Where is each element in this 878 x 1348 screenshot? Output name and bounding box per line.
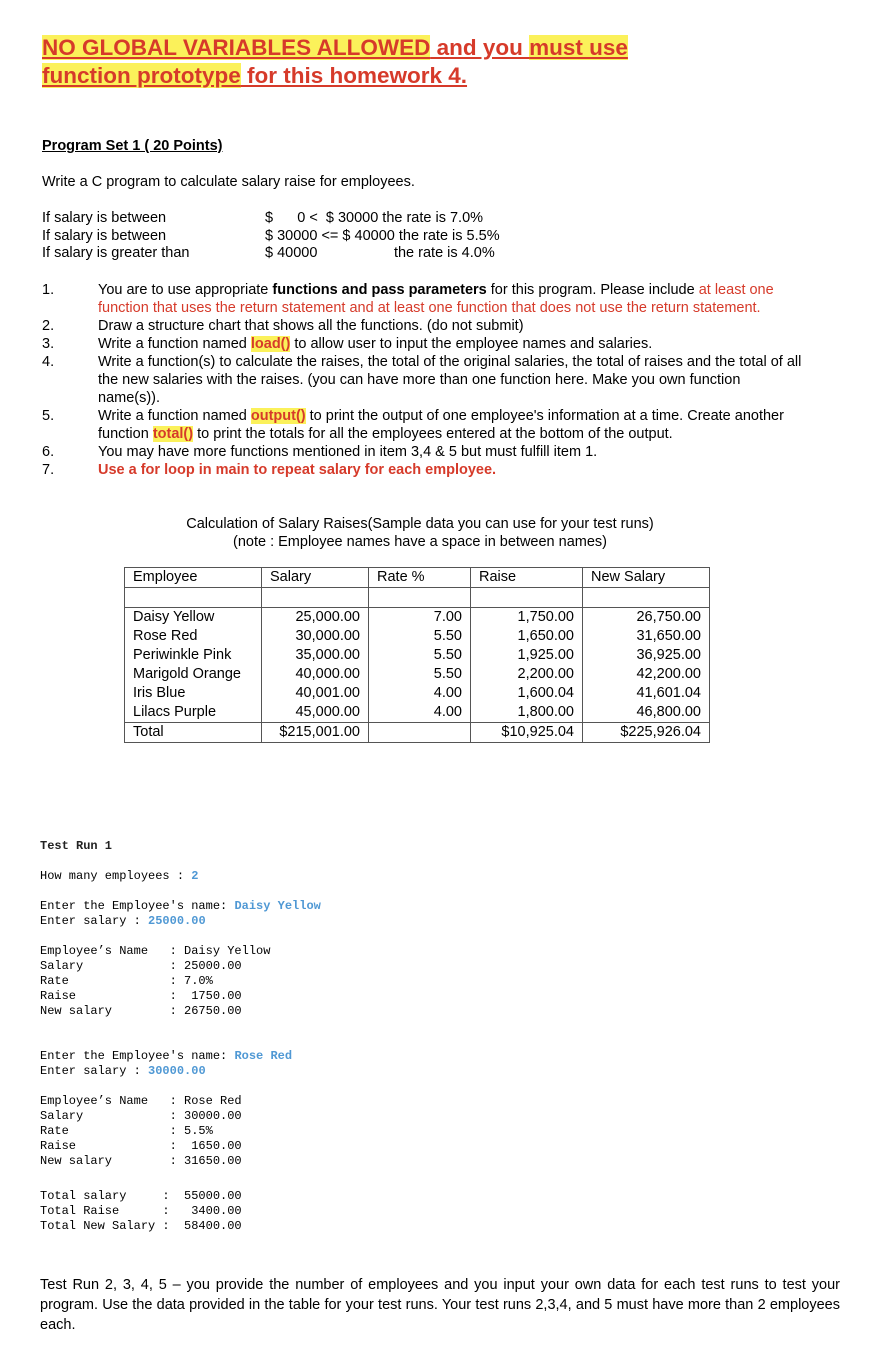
count-input: 2: [191, 869, 199, 883]
salary-line: [40, 914, 321, 929]
homework-title: [42, 34, 628, 90]
salary-prompt: Enter salary :: [40, 1064, 149, 1078]
name-input: Daisy Yellow: [234, 899, 321, 913]
cell-raise: 1,650.00: [471, 627, 583, 646]
title-line-2: [42, 62, 628, 90]
salary-input: 25000.00: [148, 914, 206, 928]
table-row: [125, 665, 710, 684]
list-item: [42, 281, 802, 317]
title-text: and you: [430, 35, 530, 60]
salary-line: [40, 1064, 292, 1079]
item-text: to allow user to input the employee names and salaries.: [290, 336, 653, 352]
header-rate: Rate %: [369, 568, 471, 588]
cell-new-salary: 42,200.00: [583, 665, 710, 684]
title-highlight-must-use: must use: [529, 35, 628, 60]
rate-label: If salary is between: [42, 227, 167, 244]
cell-employee: Iris Blue: [125, 684, 262, 703]
table-row: [125, 627, 710, 646]
table-row: [125, 703, 710, 723]
rate-label: If salary is greater than: [42, 245, 190, 261]
table-spacer-row: [125, 588, 710, 608]
item-number: 3.: [42, 336, 55, 352]
intro-text: Write a C program to calculate salary raise for employees.: [42, 174, 415, 190]
cell-rate: 5.50: [369, 627, 471, 646]
cell-new-salary: 36,925.00: [583, 646, 710, 665]
salary-input: 30000.00: [148, 1064, 206, 1078]
rate-values: [265, 210, 500, 263]
cell-raise: 1,600.04: [471, 684, 583, 703]
employee-2-output: Employee’s Name : Rose Red Salary : 30000.00 Rate : 5.5% Raise : 1650.00 New salary : 31650.00: [40, 1094, 242, 1168]
cell-new-salary: 26,750.00: [583, 608, 710, 628]
cell-salary: 30,000.00: [262, 627, 369, 646]
item-number: 1.: [42, 282, 55, 298]
header-employee: Employee: [125, 568, 262, 588]
load-function-highlight: load(): [250, 336, 291, 352]
cell-employee: Lilacs Purple: [125, 703, 262, 723]
list-item: [42, 443, 802, 461]
table-row: [125, 608, 710, 628]
cell-new-salary: 31,650.00: [583, 627, 710, 646]
cell-raise: 1,750.00: [471, 608, 583, 628]
cell-employee: Daisy Yellow: [125, 608, 262, 628]
cell-salary: 35,000.00: [262, 646, 369, 665]
rate-labels: [42, 210, 190, 263]
title-line-1: [42, 34, 628, 62]
item-bold-text: functions and pass parameters: [272, 282, 487, 298]
item-red-text: at least one function that uses the return statement and at least one function that does not use the return statement.: [98, 282, 774, 316]
name-line: [40, 899, 321, 914]
item-number: 5.: [42, 408, 55, 424]
rate-value: $ 0 < $ 30000 the rate is 7.0%: [265, 210, 484, 226]
cell-employee: Marigold Orange: [125, 665, 262, 684]
cell-salary: 40,000.00: [262, 665, 369, 684]
cell-new-salary: 41,601.04: [583, 684, 710, 703]
header-salary: Salary: [262, 568, 369, 588]
cell-salary: 40,001.00: [262, 684, 369, 703]
count-prompt: How many employees :: [40, 869, 192, 883]
salary-table: [124, 567, 710, 743]
caption-line-1: Calculation of Salary Raises(Sample data you can use for your test runs): [186, 516, 654, 532]
header-raise: Raise: [471, 568, 583, 588]
count-line: [40, 869, 198, 884]
employee-1-input: [40, 899, 321, 929]
caption-line-2: (note : Employee names have a space in between names): [233, 534, 607, 550]
rate-label: If salary is between: [42, 210, 167, 226]
cell-total-salary: $215,001.00: [262, 723, 369, 743]
table-caption: [0, 515, 840, 551]
header-new-salary: New Salary: [583, 568, 710, 588]
cell-rate: 5.50: [369, 646, 471, 665]
cell-total-raise: $10,925.04: [471, 723, 583, 743]
total-function-highlight: total(): [152, 426, 194, 442]
name-line: [40, 1049, 292, 1064]
cell-new-salary: 46,800.00: [583, 703, 710, 723]
spacer-cell: [471, 588, 583, 608]
title-highlight-prototype: function prototype: [42, 63, 241, 88]
requirements-list: [42, 281, 802, 479]
cell-rate: 7.00: [369, 608, 471, 628]
employee-2-input: [40, 1049, 292, 1079]
item-number: 4.: [42, 354, 55, 370]
test-run-heading: Test Run 1: [40, 839, 113, 853]
cell-employee: Periwinkle Pink: [125, 646, 262, 665]
list-item: [42, 335, 802, 353]
salary-prompt: Enter salary :: [40, 914, 149, 928]
item-text: You may have more functions mentioned in item 3,4 & 5 but must fulfill item 1.: [98, 444, 598, 460]
rate-value: $ 40000 the rate is 4.0%: [265, 245, 495, 261]
name-prompt: Enter the Employee's name:: [40, 899, 235, 913]
item-text: to print the totals for all the employees entered at the bottom of the output.: [193, 426, 673, 442]
name-prompt: Enter the Employee's name:: [40, 1049, 235, 1063]
cell-raise: 1,800.00: [471, 703, 583, 723]
item-text: for this program. Please include: [486, 282, 699, 298]
cell-rate: 4.00: [369, 703, 471, 723]
item-number: 6.: [42, 444, 55, 460]
spacer-cell: [369, 588, 471, 608]
list-item: [42, 407, 802, 443]
cell-rate: 5.50: [369, 665, 471, 684]
cell-rate: 4.00: [369, 684, 471, 703]
employee-1-output: Employee’s Name : Daisy Yellow Salary : 25000.00 Rate : 7.0% Raise : 1750.00 New salary : 26750.00: [40, 944, 271, 1018]
cell-total-new-salary: $225,926.04: [583, 723, 710, 743]
item-text: Write a function named: [98, 336, 251, 352]
footer-instructions: Test Run 2, 3, 4, 5 – you provide the number of employees and you input your own data for each test runs to test your program. Use the data provided in the table for your test runs. Your test runs 2,3,4, and 5 must have more than 2 employees each.: [40, 1277, 840, 1333]
cell-total-label: Total: [125, 723, 262, 743]
name-input: Rose Red: [234, 1049, 293, 1063]
item-text: Draw a structure chart that shows all the functions. (do not submit): [98, 318, 524, 334]
cell-raise: 1,925.00: [471, 646, 583, 665]
list-item: [42, 317, 802, 335]
output-function-highlight: output(): [250, 408, 306, 424]
rate-value: $ 30000 <= $ 40000 the rate is 5.5%: [265, 227, 500, 244]
item-number: 7.: [42, 462, 55, 478]
cell-salary: 25,000.00: [262, 608, 369, 628]
item-text: Write a function(s) to calculate the raises, the total of the original salaries, the total of raises and the total of all the new salaries with the raises. (you can have more than one function here. Make you own function name(s)).: [98, 354, 802, 406]
item-text: You are to use appropriate: [98, 282, 273, 298]
spacer-cell: [583, 588, 710, 608]
title-text-homework: for this homework 4.: [240, 63, 468, 88]
title-highlight-no-globals: NO GLOBAL VARIABLES ALLOWED: [42, 35, 431, 60]
list-item: [42, 461, 802, 479]
table-row: [125, 684, 710, 703]
cell-employee: Rose Red: [125, 627, 262, 646]
table-header-row: [125, 568, 710, 588]
spacer-cell: [125, 588, 262, 608]
console-output: [40, 869, 198, 884]
program-set-heading: Program Set 1 ( 20 Points): [42, 138, 223, 154]
item-red-bold-text: Use a for loop in main to repeat salary for each employee.: [98, 462, 497, 478]
list-item: [42, 353, 802, 407]
cell-raise: 2,200.00: [471, 665, 583, 684]
cell-salary: 45,000.00: [262, 703, 369, 723]
table-row: [125, 646, 710, 665]
item-text: Write a function named: [98, 408, 251, 424]
spacer-cell: [262, 588, 369, 608]
cell-total-rate: [369, 723, 471, 743]
item-text: to print the output of one employee's information at a time. Create another function: [98, 408, 784, 442]
item-number: 2.: [42, 318, 55, 334]
table-total-row: [125, 723, 710, 743]
totals-output: Total salary : 55000.00 Total Raise : 3400.00 Total New Salary : 58400.00: [40, 1189, 242, 1233]
